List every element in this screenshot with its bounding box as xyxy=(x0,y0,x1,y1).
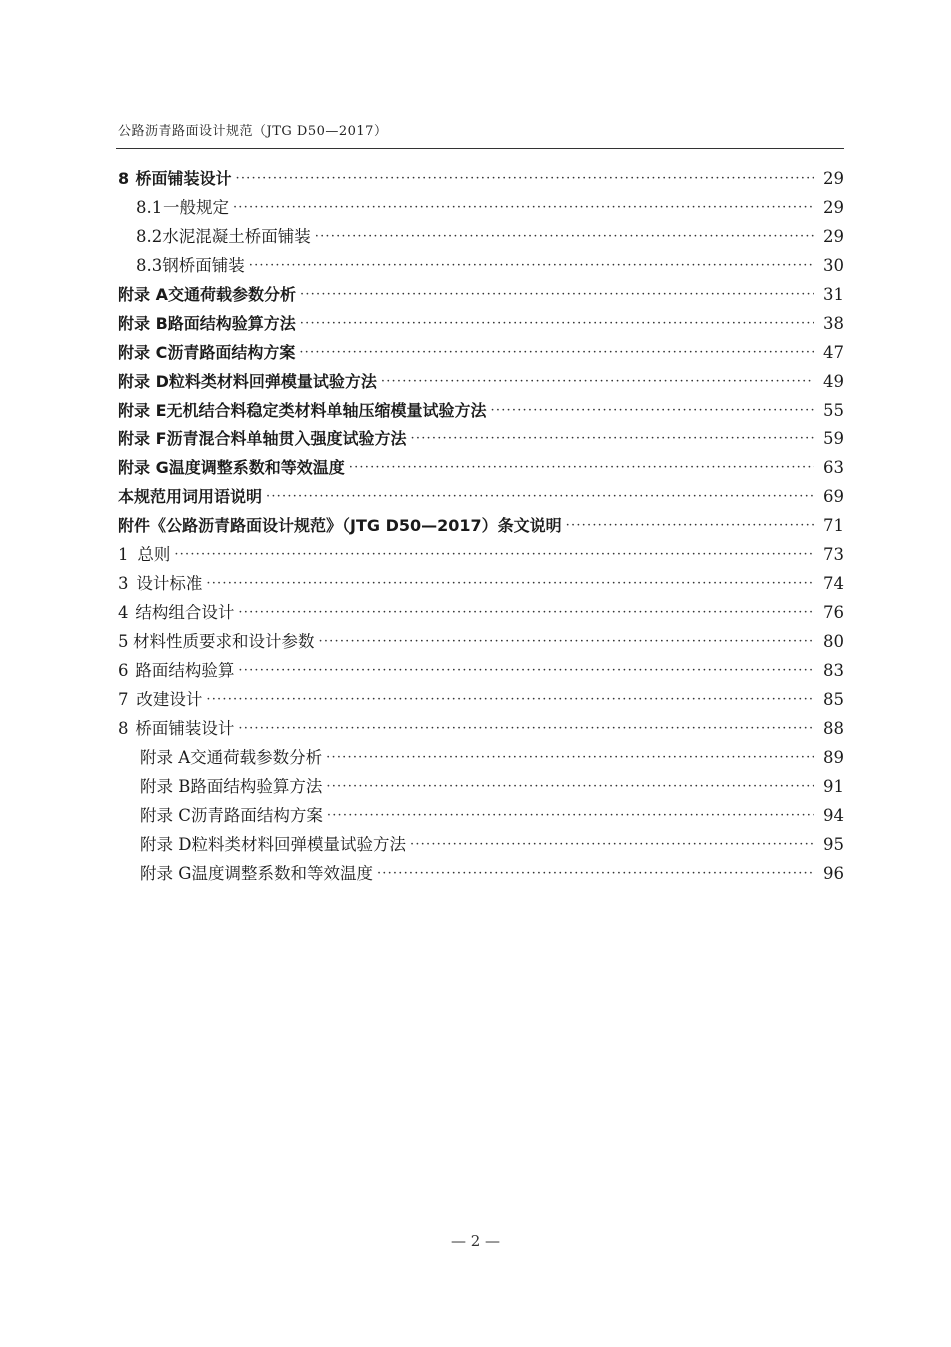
toc-entry-number: 附录 C xyxy=(118,342,168,362)
toc-entry-title: 钢桥面铺装 xyxy=(162,255,245,275)
toc-entry[interactable] xyxy=(118,281,844,310)
toc-entry-number: 附录 D xyxy=(140,834,192,854)
toc-entry-page: 63 xyxy=(823,458,844,478)
toc-entry-number: 8.2 xyxy=(136,226,163,246)
toc-entry-page: 71 xyxy=(823,516,844,536)
toc-entry[interactable] xyxy=(118,657,844,686)
header-rule xyxy=(116,148,844,149)
toc-entry[interactable] xyxy=(118,686,844,715)
dot-leader xyxy=(318,628,814,657)
dot-leader xyxy=(206,570,814,599)
dot-leader xyxy=(566,512,814,541)
toc-entry-number: 8 xyxy=(118,169,130,188)
toc-entry-title: 总则 xyxy=(137,545,171,565)
toc-entry[interactable] xyxy=(118,715,844,744)
dot-leader xyxy=(174,541,814,570)
toc-entry-number: 附录 G xyxy=(118,458,169,478)
toc-entry-page: 94 xyxy=(823,805,844,825)
toc-entry-title: 路面结构验算方法 xyxy=(167,313,296,333)
toc-entry-title: 结构组合设计 xyxy=(135,603,235,623)
toc-entry[interactable] xyxy=(118,541,844,570)
toc-entry-page: 47 xyxy=(823,342,844,362)
dot-leader xyxy=(349,454,814,483)
toc-entry-number: 7 xyxy=(118,689,129,709)
toc-entry[interactable] xyxy=(118,860,844,889)
dot-leader xyxy=(266,483,814,512)
dot-leader xyxy=(249,252,814,281)
toc-entry[interactable] xyxy=(118,599,844,628)
toc-entry-number: 6 xyxy=(118,660,129,680)
toc-entry-number: 3 xyxy=(118,574,129,594)
toc-entry-title: 沥青混合料单轴贯入强度试验方法 xyxy=(166,429,407,449)
toc-entry-page: 29 xyxy=(823,169,844,188)
toc-entry-number: 附录 G xyxy=(140,863,192,883)
toc-entry-page: 30 xyxy=(823,255,844,275)
toc-entry-number: 附录 A xyxy=(140,747,191,767)
toc-entry-page: 38 xyxy=(823,313,844,333)
toc-entry-title: 温度调整系数和等效温度 xyxy=(191,863,373,883)
toc-entry-title: 材料性质要求和设计参数 xyxy=(132,632,315,651)
toc-entry-title: 粒料类材料回弹模量试验方法 xyxy=(191,834,406,854)
toc-entry-title: 《公路沥青路面设计规范》（JTG D50—2017）条文说明 xyxy=(150,516,562,536)
dot-leader xyxy=(326,773,814,802)
toc-entry-number: 附录 E xyxy=(118,400,167,420)
toc-entry-page: 96 xyxy=(823,863,844,883)
toc-entry-page: 74 xyxy=(823,574,844,594)
toc-entry-title: 水泥混凝土桥面铺装 xyxy=(162,226,311,246)
toc-entry[interactable] xyxy=(118,628,844,657)
table-of-contents xyxy=(118,165,844,888)
toc-entry[interactable] xyxy=(118,483,844,512)
toc-entry-page: 80 xyxy=(823,632,844,651)
dot-leader xyxy=(236,165,814,194)
toc-entry-title: 路面结构验算方法 xyxy=(190,776,323,796)
dot-leader xyxy=(238,715,814,744)
toc-entry-number: 8.1 xyxy=(136,197,163,217)
toc-entry-page: 49 xyxy=(823,371,844,391)
toc-entry-page: 29 xyxy=(823,226,844,246)
toc-entry-page: 88 xyxy=(823,718,844,738)
toc-entry[interactable] xyxy=(118,802,844,831)
toc-entry-number: 附录 A xyxy=(118,284,168,304)
toc-entry[interactable] xyxy=(118,831,844,860)
toc-entry[interactable] xyxy=(118,339,844,368)
toc-entry-title: 本规范用词用语说明 xyxy=(118,487,263,507)
toc-entry-page: 83 xyxy=(823,660,844,680)
dot-leader xyxy=(299,339,814,368)
toc-entry-page: 73 xyxy=(823,545,844,565)
dot-leader xyxy=(300,310,814,339)
dot-leader xyxy=(315,223,814,252)
toc-entry-title: 温度调整系数和等效温度 xyxy=(168,458,345,478)
dot-leader xyxy=(377,860,814,889)
dot-leader xyxy=(233,194,814,223)
dot-leader xyxy=(327,802,814,831)
toc-entry[interactable] xyxy=(118,512,844,541)
toc-entry-title: 设计标准 xyxy=(136,574,203,594)
toc-entry[interactable] xyxy=(118,165,844,194)
toc-entry-number: 附件 xyxy=(118,516,151,536)
dot-leader xyxy=(381,368,814,397)
dot-leader xyxy=(238,599,814,628)
dot-leader xyxy=(326,744,814,773)
page-number: — 2 — xyxy=(450,1232,501,1250)
toc-entry-number: 附录 B xyxy=(140,776,191,796)
toc-entry-page: 55 xyxy=(823,400,844,420)
toc-entry[interactable] xyxy=(118,570,844,599)
toc-entry[interactable] xyxy=(118,425,844,454)
running-header: 公路沥青路面设计规范（JTG D50—2017） xyxy=(118,124,388,139)
toc-entry-title: 沥青路面结构方案 xyxy=(167,342,296,362)
toc-entry-page: 76 xyxy=(823,603,844,623)
dot-leader xyxy=(206,686,814,715)
toc-entry[interactable] xyxy=(118,773,844,802)
toc-entry-number: 4 xyxy=(118,603,129,623)
toc-entry-number: 附录 D xyxy=(118,371,169,391)
toc-entry-number: 1 xyxy=(118,545,129,565)
toc-entry-number: 附录 B xyxy=(118,313,168,333)
toc-entry-title: 沥青路面结构方案 xyxy=(190,805,323,825)
toc-entry-title: 一般规定 xyxy=(162,197,229,217)
toc-entry-title: 路面结构验算 xyxy=(135,660,235,680)
toc-entry[interactable] xyxy=(118,744,844,773)
toc-entry-number: 8.3 xyxy=(136,255,163,275)
toc-entry-page: 95 xyxy=(823,834,844,854)
toc-entry[interactable] xyxy=(118,368,844,397)
toc-entry[interactable] xyxy=(118,252,844,281)
toc-entry-number: 5 xyxy=(118,632,129,651)
toc-entry-page: 31 xyxy=(823,284,844,304)
toc-entry-title: 桥面铺装设计 xyxy=(135,718,235,738)
toc-entry[interactable] xyxy=(118,310,844,339)
toc-entry-title: 改建设计 xyxy=(136,689,203,709)
toc-entry[interactable] xyxy=(118,454,844,483)
dot-leader xyxy=(491,397,814,426)
toc-entry-number: 附录 F xyxy=(118,429,167,449)
toc-entry-title: 桥面铺装设计 xyxy=(135,169,232,188)
dot-leader xyxy=(411,425,814,454)
dot-leader xyxy=(410,831,814,860)
toc-entry[interactable] xyxy=(118,194,844,223)
toc-entry[interactable] xyxy=(118,397,844,426)
toc-entry-page: 59 xyxy=(823,429,844,449)
toc-entry-page: 69 xyxy=(823,487,844,507)
dot-leader xyxy=(238,657,814,686)
toc-entry-page: 89 xyxy=(823,747,844,767)
toc-entry-title: 交通荷载参数分析 xyxy=(190,747,323,767)
toc-entry-number: 8 xyxy=(118,718,129,738)
toc-entry-title: 无机结合料稳定类材料单轴压缩模量试验方法 xyxy=(166,400,487,420)
toc-entry-page: 85 xyxy=(823,689,844,709)
toc-entry-page: 29 xyxy=(823,197,844,217)
toc-entry[interactable] xyxy=(118,223,844,252)
toc-entry-title: 交通荷载参数分析 xyxy=(167,284,296,304)
toc-entry-title: 粒料类材料回弹模量试验方法 xyxy=(168,371,377,391)
dot-leader xyxy=(300,281,814,310)
toc-entry-number: 附录 C xyxy=(140,805,191,825)
toc-entry-page: 91 xyxy=(823,776,844,796)
